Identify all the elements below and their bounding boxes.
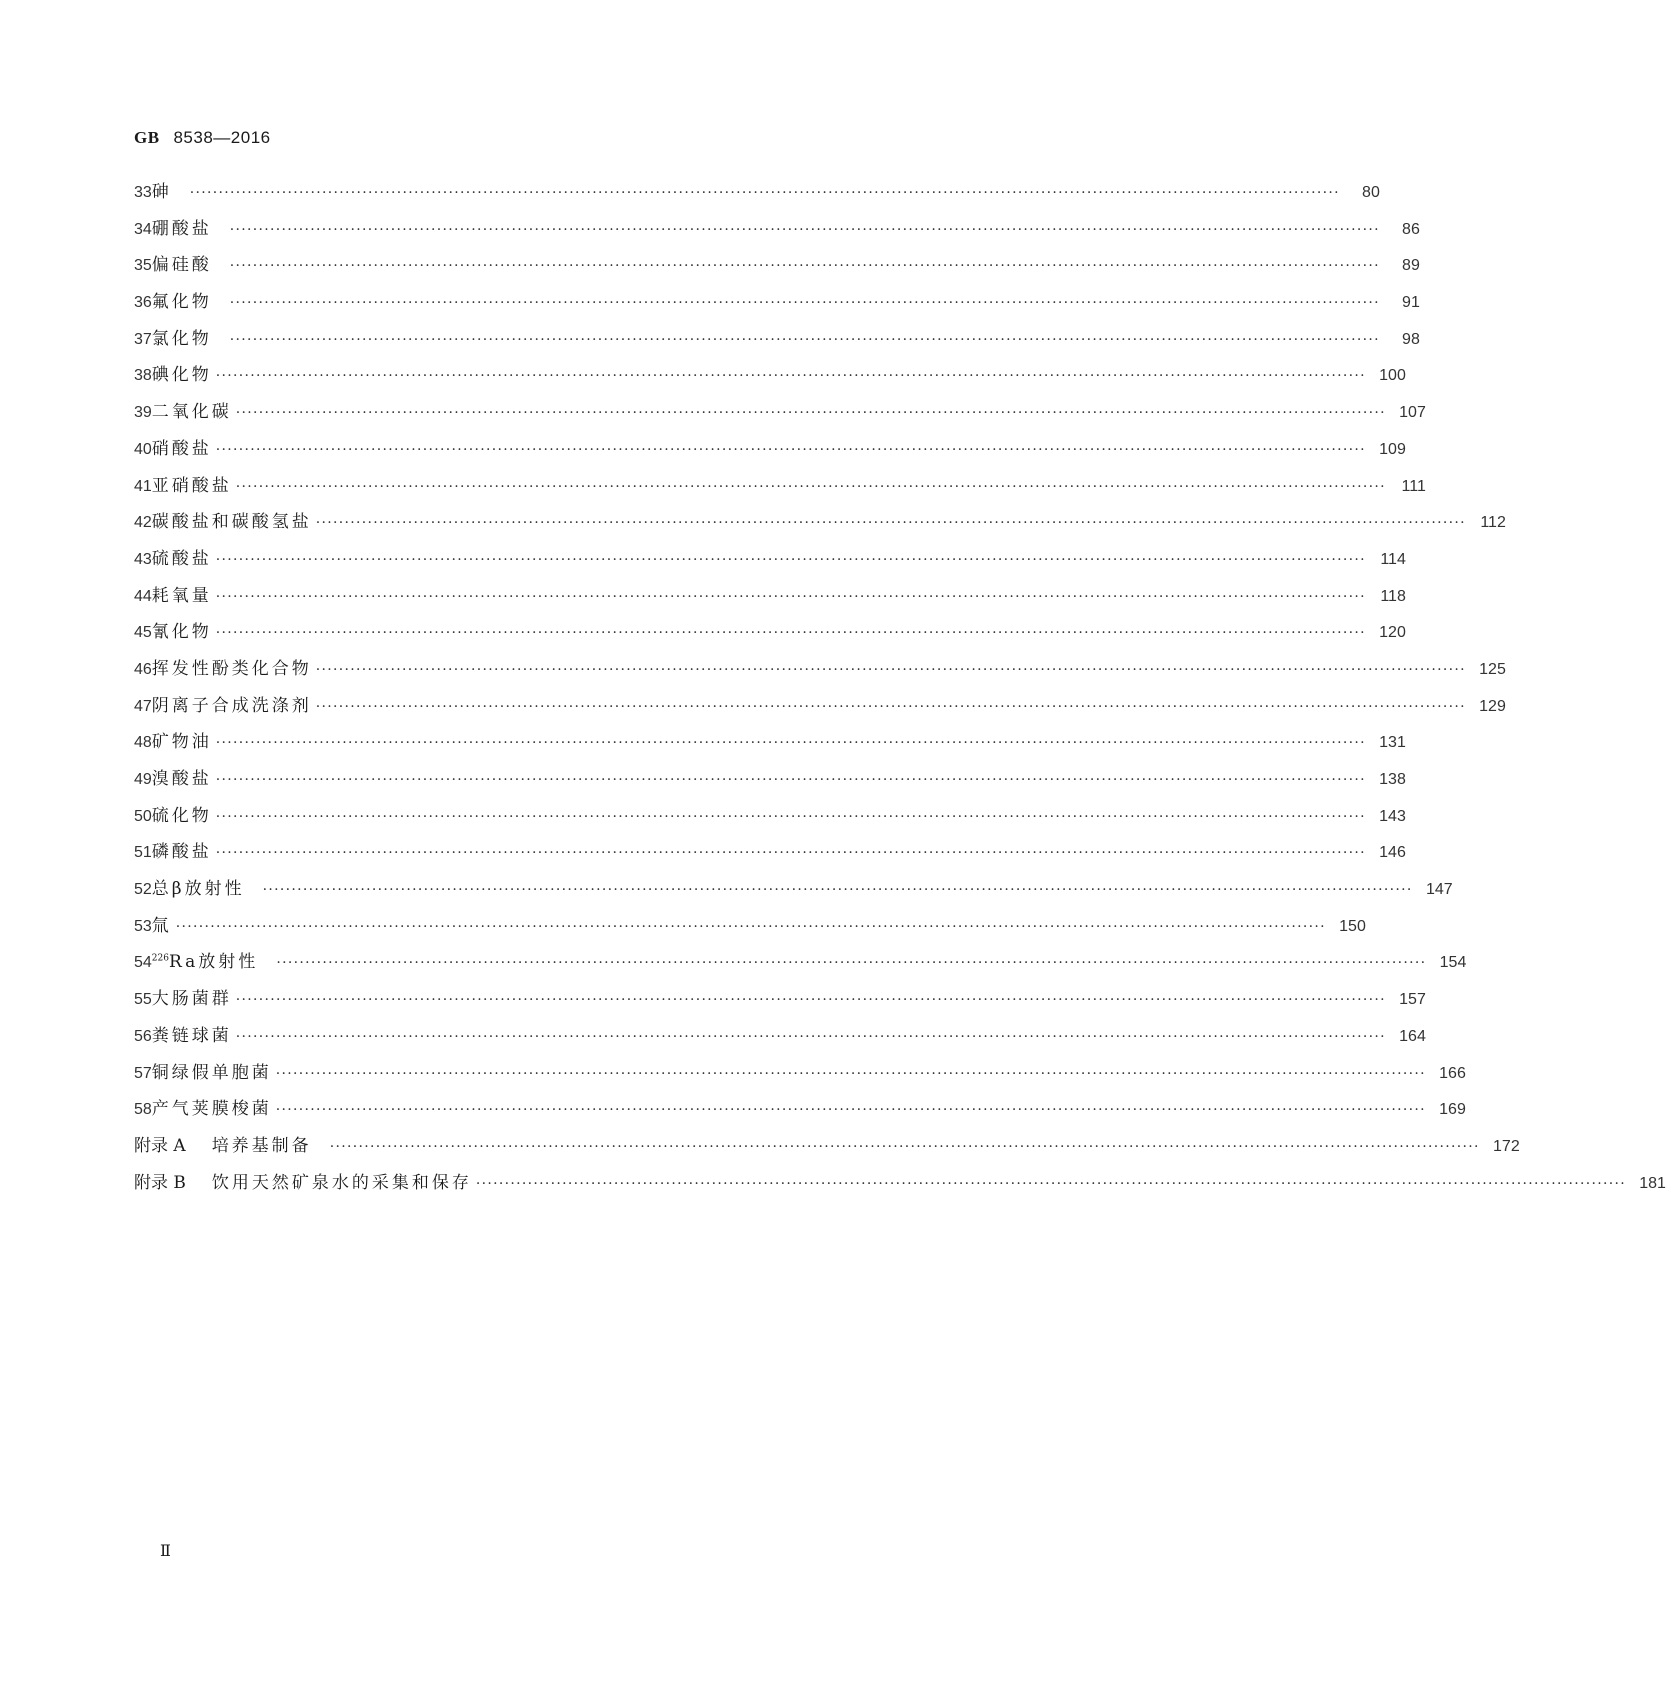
toc-entry-page: 150 — [1339, 917, 1366, 935]
toc-entry[interactable] — [134, 837, 1406, 874]
toc-entry-title: 大肠菌群 — [151, 989, 232, 1010]
toc-entry-title: 硫酸盐 — [151, 548, 212, 569]
toc-entry-title: 培养基制备 — [211, 1135, 312, 1156]
toc-entry-page: 86 — [1402, 220, 1420, 238]
toc-entry[interactable] — [134, 324, 1420, 361]
toc-entry-page: 89 — [1402, 257, 1420, 275]
toc-entry-title — [152, 947, 259, 972]
toc-entry-number: 43 — [134, 550, 152, 568]
toc-entry-page: 100 — [1379, 367, 1406, 385]
toc-entry-page: 166 — [1439, 1064, 1466, 1082]
toc-entry[interactable] — [134, 544, 1406, 581]
toc-entry-title: 溴酸盐 — [151, 769, 212, 789]
toc-entry-page: 80 — [1362, 184, 1380, 201]
dot-leader: ········································································································································································································ — [229, 221, 1380, 238]
toc-entry-page: 118 — [1380, 587, 1406, 605]
toc-entry[interactable] — [134, 581, 1406, 618]
toc-entry[interactable] — [134, 360, 1406, 397]
dot-leader: ········································································································································································································ — [329, 1138, 1480, 1155]
toc-entry-number: 54 — [134, 954, 152, 972]
toc-entry-number: 50 — [134, 807, 152, 825]
toc-entry[interactable] — [134, 691, 1506, 728]
toc-entry-title: 总β放射性 — [151, 879, 245, 900]
dot-leader: ········································································································································································································ — [215, 588, 1366, 605]
toc-entry-number: 56 — [134, 1027, 152, 1045]
toc-entry-title: 硫化物 — [151, 805, 212, 826]
toc-entry-number: 38 — [134, 367, 152, 385]
toc-entry[interactable] — [134, 214, 1420, 251]
toc-entry[interactable] — [134, 1168, 1666, 1205]
toc-entry-page: 91 — [1402, 294, 1420, 312]
toc-entry-title: 偏硅酸 — [151, 255, 212, 276]
dot-leader: ········································································································································································································ — [315, 515, 1466, 532]
toc-entry-title: 氰化物 — [151, 622, 212, 643]
standard-prefix: GB — [134, 128, 160, 147]
toc-entry-number: 40 — [134, 440, 152, 458]
toc-entry-title: 硝酸盐 — [151, 438, 212, 459]
toc-entry[interactable] — [134, 947, 1467, 984]
toc-entry[interactable] — [134, 1058, 1466, 1095]
toc-entry-page: 120 — [1379, 624, 1406, 642]
dot-leader: ········································································································································································································ — [315, 661, 1466, 678]
toc-entry-title: 阴离子合成洗涤剂 — [151, 695, 312, 716]
toc-entry-number: 39 — [134, 404, 152, 422]
isotope-mass-number: 226 — [151, 953, 169, 964]
toc-entry[interactable] — [134, 801, 1406, 838]
toc-entry-page: 164 — [1399, 1027, 1426, 1045]
toc-entry[interactable] — [134, 727, 1406, 764]
dot-leader: ········································································································································································································ — [235, 478, 1386, 495]
dot-leader: ········································································································································································································ — [262, 882, 1413, 899]
toc-entry-title: 亚硝酸盐 — [151, 475, 232, 496]
toc-entry[interactable] — [134, 287, 1420, 324]
toc-entry[interactable] — [134, 250, 1420, 287]
toc-entry-number: 46 — [134, 660, 152, 678]
toc-entry-number: 55 — [134, 991, 152, 1009]
dot-leader: ········································································································································································································ — [276, 955, 1427, 972]
toc-entry-title: 铜绿假单胞菌 — [151, 1062, 272, 1083]
dot-leader: ········································································································································································································ — [175, 918, 1326, 935]
dot-leader: ········································································································································································································ — [229, 258, 1380, 275]
dot-leader: ········································································································································································································ — [215, 772, 1366, 788]
dot-leader: ········································································································································································································ — [215, 441, 1366, 458]
dot-leader: ········································································································································································································ — [235, 1028, 1386, 1045]
toc-entry-page: 181 — [1639, 1174, 1666, 1192]
toc-entry-title: 硼酸盐 — [151, 218, 212, 239]
toc-entry-page: 107 — [1399, 404, 1426, 422]
toc-entry[interactable] — [134, 471, 1426, 508]
toc-entry-page: 112 — [1480, 514, 1506, 532]
dot-leader: ········································································································································································································ — [215, 551, 1366, 568]
toc-entry-number: 53 — [134, 917, 152, 935]
dot-leader: ········································································································································································································ — [215, 735, 1366, 752]
toc-entry[interactable] — [134, 654, 1506, 691]
toc-entry-title-text: Ra放射性 — [168, 952, 259, 973]
toc-entry-number: 49 — [134, 771, 152, 788]
toc-entry-number: 45 — [134, 624, 152, 642]
toc-entry-page: 131 — [1379, 734, 1406, 752]
toc-entry-number: 42 — [134, 514, 152, 532]
toc-entry-page: 111 — [1401, 477, 1426, 495]
toc-entry-number: 41 — [134, 477, 152, 495]
toc-entry[interactable] — [134, 1094, 1466, 1131]
toc-entry-title: 耗氧量 — [151, 585, 212, 606]
toc-entry-page: 129 — [1479, 697, 1506, 715]
toc-entry-page: 125 — [1479, 660, 1506, 678]
toc-entry-number: 47 — [134, 697, 152, 715]
toc-entry-title: 砷 — [151, 182, 172, 202]
toc-entry-number: 58 — [134, 1101, 152, 1119]
toc-entry-number: 57 — [134, 1064, 152, 1082]
toc-entry-title: 氚 — [151, 915, 172, 936]
toc-entry[interactable] — [134, 507, 1506, 544]
toc-entry[interactable] — [134, 1131, 1520, 1168]
toc-entry-number: 37 — [134, 330, 152, 348]
dot-leader: ········································································································································································································ — [235, 405, 1386, 422]
dot-leader: ········································································································································································································ — [215, 808, 1366, 825]
toc-entry-number: 34 — [134, 220, 152, 238]
toc-entry[interactable] — [134, 874, 1453, 911]
toc-entry-title: 氯化物 — [151, 328, 212, 349]
toc-entry-title: 磷酸盐 — [151, 842, 212, 863]
toc-entry-title: 粪链球菌 — [151, 1025, 232, 1046]
toc-entry-title: 碘化物 — [151, 365, 212, 386]
dot-leader: ········································································································································································································ — [229, 331, 1380, 348]
toc-entry-page: 143 — [1379, 807, 1406, 825]
toc-entry-page: 98 — [1402, 330, 1420, 348]
toc-entry[interactable] — [134, 1021, 1426, 1058]
dot-leader: ········································································································································································································ — [215, 845, 1366, 862]
page-number: Ⅱ — [160, 1541, 171, 1560]
standard-code: 8538—2016 — [173, 128, 271, 147]
toc-entry-number: 48 — [134, 734, 152, 752]
dot-leader: ········································································································································································································ — [215, 368, 1366, 385]
toc-entry[interactable] — [134, 397, 1426, 434]
toc-entry-title: 挥发性酚类化合物 — [151, 658, 312, 679]
table-of-contents — [134, 177, 1666, 1204]
toc-entry-number: 51 — [134, 844, 152, 862]
toc-entry-title: 二氧化碳 — [151, 402, 232, 423]
dot-leader: ········································································································································································································ — [475, 1175, 1626, 1192]
toc-entry-number: 44 — [134, 587, 152, 605]
dot-leader: ········································································································································································································ — [189, 185, 1340, 201]
toc-entry-number: 52 — [134, 881, 152, 899]
toc-entry-number: 附录 B — [134, 1172, 186, 1193]
toc-entry[interactable] — [134, 617, 1406, 654]
toc-entry[interactable] — [134, 177, 1380, 214]
dot-leader: ········································································································································································································ — [235, 992, 1386, 1009]
toc-entry-page: 109 — [1379, 440, 1406, 458]
toc-entry-page: 114 — [1380, 550, 1406, 568]
dot-leader: ········································································································································································································ — [215, 625, 1366, 642]
dot-leader: ········································································································································································································ — [229, 295, 1380, 312]
toc-entry-title: 碳酸盐和碳酸氢盐 — [151, 512, 312, 533]
toc-entry[interactable] — [134, 984, 1426, 1021]
dot-leader: ········································································································································································································ — [275, 1065, 1426, 1082]
toc-entry-title: 氟化物 — [151, 292, 212, 313]
toc-entry[interactable] — [134, 764, 1406, 801]
toc-entry-page: 138 — [1379, 771, 1406, 788]
dot-leader: ········································································································································································································ — [315, 698, 1466, 715]
toc-entry-page: 147 — [1425, 881, 1453, 899]
document-header — [134, 128, 271, 148]
toc-entry-page: 169 — [1439, 1101, 1466, 1119]
toc-entry-number: 附录 A — [134, 1135, 186, 1156]
toc-entry[interactable] — [134, 911, 1366, 948]
toc-entry-page: 157 — [1399, 991, 1426, 1009]
toc-entry-number: 35 — [134, 257, 152, 275]
toc-entry-page: 172 — [1493, 1137, 1520, 1155]
dot-leader: ········································································································································································································ — [275, 1102, 1426, 1119]
toc-entry-title: 饮用天然矿泉水的采集和保存 — [211, 1172, 472, 1193]
toc-entry-title: 产气荚膜梭菌 — [151, 1099, 272, 1120]
toc-entry-page: 154 — [1439, 954, 1467, 972]
toc-entry[interactable] — [134, 434, 1406, 471]
toc-entry-number: 33 — [134, 184, 152, 201]
toc-entry-page: 146 — [1379, 844, 1406, 862]
toc-entry-number: 36 — [134, 294, 152, 312]
toc-entry-title: 矿物油 — [151, 732, 212, 753]
